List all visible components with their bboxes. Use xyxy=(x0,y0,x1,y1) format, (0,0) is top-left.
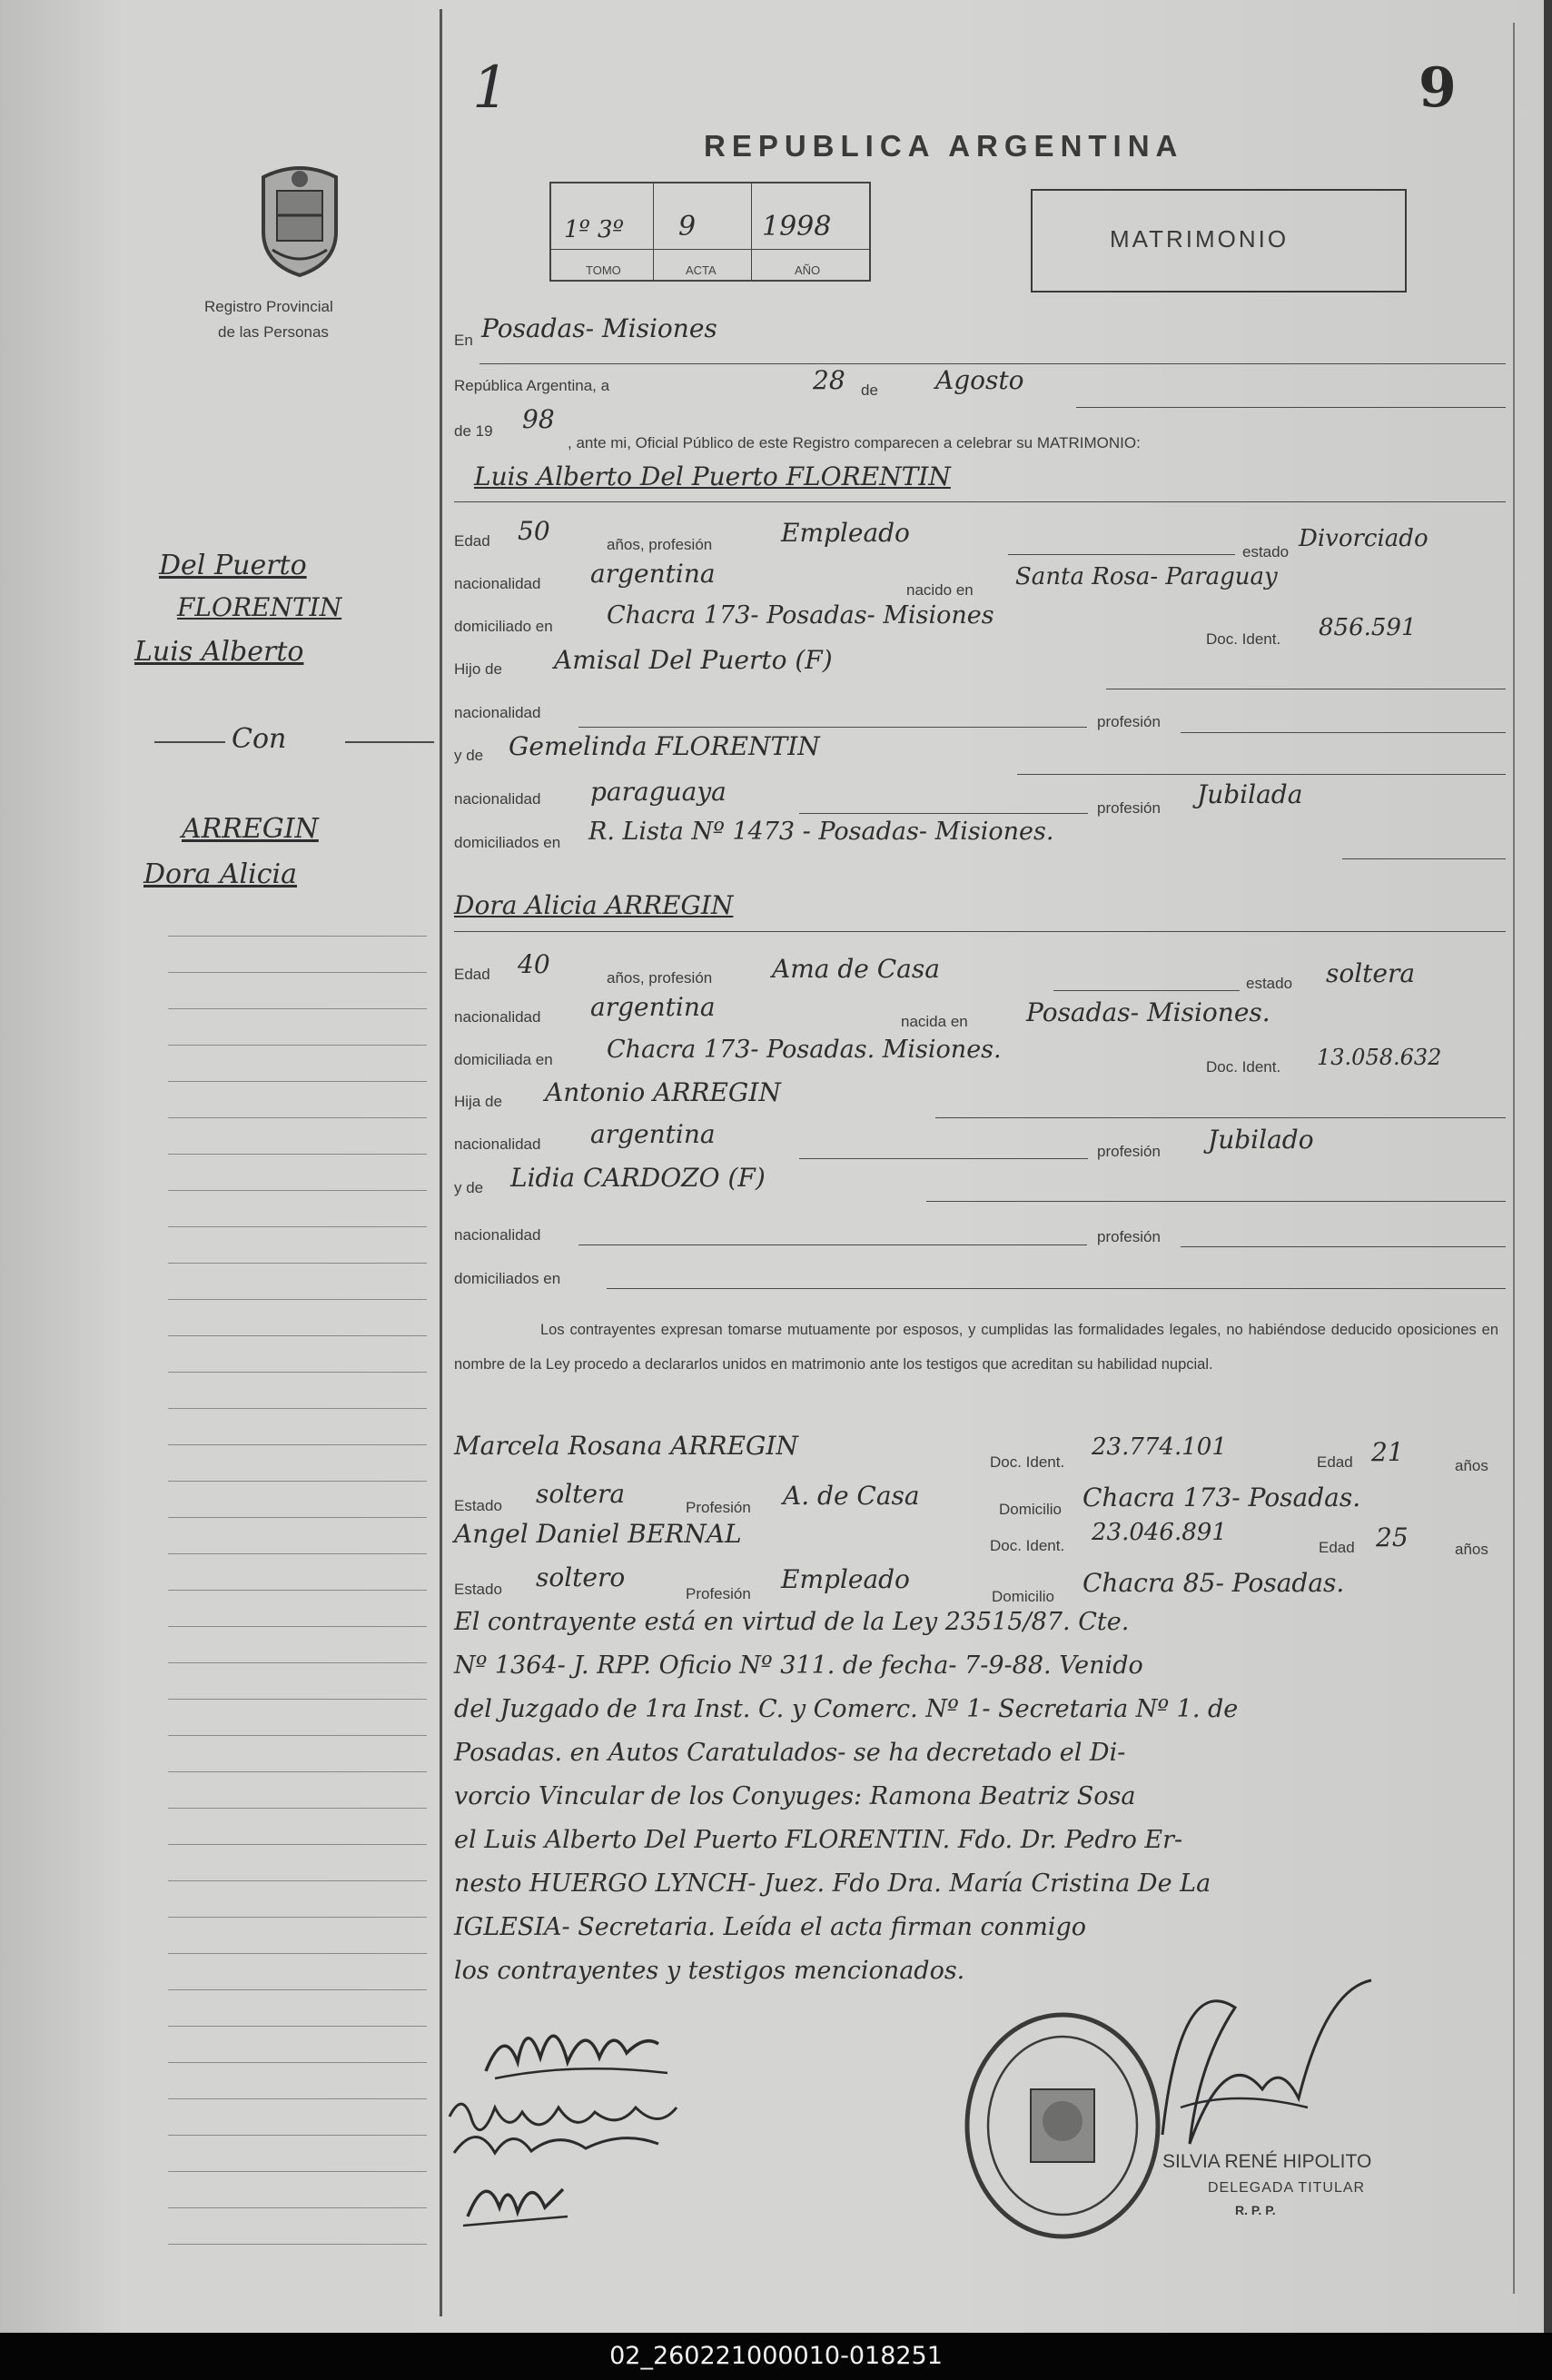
official-title: DELEGADA TITULAR xyxy=(1208,2180,1366,2196)
margin-note-line1: Del Puerto xyxy=(159,550,307,581)
anio-value: 1998 xyxy=(762,211,832,243)
witness2-age: 25 xyxy=(1376,1522,1409,1552)
year-suffix: 98 xyxy=(522,404,555,434)
bride-mother: Lidia CARDOZO (F) xyxy=(510,1163,766,1193)
witness1-doc: 23.774.101 xyxy=(1092,1433,1227,1461)
right-edge-rule xyxy=(1513,23,1515,2294)
bride-civil-status: soltera xyxy=(1326,958,1416,988)
groom-anos-profesion-label: años, profesión xyxy=(607,536,713,553)
groom-address: Chacra 173- Posadas- Misiones xyxy=(607,601,994,630)
date-rule xyxy=(1076,407,1506,408)
day-value: 28 xyxy=(813,365,845,395)
witness1-estado-label: Estado xyxy=(454,1497,502,1514)
margin-note-line5: Dora Alicia xyxy=(143,858,298,890)
bride-domiciliada-label: domiciliada en xyxy=(454,1051,553,1068)
note-line: El contrayente está en virtud de la Ley 23515/87. Cte. xyxy=(454,1608,1130,1636)
margin-note-connector: Con xyxy=(232,723,287,755)
note-line: del Juzgado de 1ra Inst. C. y Comerc. Nº 1- Secretaria Nº 1. de xyxy=(454,1695,1239,1723)
tomo-acta-anio-box xyxy=(549,182,871,282)
bride-parents-rule xyxy=(607,1288,1506,1289)
note-line: vorcio Vincular de los Conyuges: Ramona Beatriz Sosa xyxy=(454,1782,1136,1810)
witness2-profession: Empleado xyxy=(781,1564,910,1594)
groom-birthplace: Santa Rosa- Paraguay xyxy=(1015,563,1278,590)
bride-hija-label: Hija de xyxy=(454,1093,502,1110)
groom-father: Amisal Del Puerto (F) xyxy=(554,645,833,675)
bride-nacionalidad-label: nacionalidad xyxy=(454,1008,541,1026)
signature-witness1 xyxy=(477,2008,695,2089)
witness2-address: Chacra 85- Posadas. xyxy=(1082,1568,1345,1598)
acta-label: ACTA xyxy=(686,263,717,277)
witness1-profession: A. de Casa xyxy=(783,1481,920,1511)
bride-nacida-label: nacida en xyxy=(901,1013,968,1030)
bride-mother-nat-label: nacionalidad xyxy=(454,1226,541,1244)
witness2-dom-label: Domicilio xyxy=(992,1588,1054,1605)
note-line: Nº 1364- J. RPP. Oficio Nº 311. de fecha- 7-9-88. Venido xyxy=(454,1651,1143,1680)
bride-prof-rule xyxy=(1053,990,1240,991)
groom-doc-label: Doc. Ident. xyxy=(1206,630,1281,648)
bride-profession: Ama de Casa xyxy=(772,954,940,984)
bride-father-prof-label: profesión xyxy=(1097,1143,1161,1160)
bride-age: 40 xyxy=(518,949,550,979)
bride-birthplace: Posadas- Misiones. xyxy=(1026,997,1270,1027)
connector-dash-left xyxy=(154,741,225,743)
witness1-doc-label: Doc. Ident. xyxy=(990,1453,1065,1471)
page-number: 9 xyxy=(1419,56,1457,120)
connector-dash-right xyxy=(345,741,434,743)
bride-yde-label: y de xyxy=(454,1179,484,1196)
groom-domiciliado-label: domiciliado en xyxy=(454,618,553,635)
groom-father-nat-label: nacionalidad xyxy=(454,704,541,721)
signature-witness3 xyxy=(459,2162,577,2235)
acta-value: 9 xyxy=(678,211,697,243)
registry-name-line2: de las Personas xyxy=(218,323,329,341)
groom-age: 50 xyxy=(518,516,550,546)
coat-of-arms-icon xyxy=(245,159,354,277)
act-type-label: MATRIMONIO xyxy=(1110,225,1290,253)
groom-father-prof-rule xyxy=(1181,732,1506,733)
bride-father-nat-label: nacionalidad xyxy=(454,1135,541,1153)
groom-mother: Gemelinda FLORENTIN xyxy=(509,731,820,761)
bride-mother-rule xyxy=(926,1201,1506,1202)
bride-father-nat-rule xyxy=(799,1158,1088,1159)
margin-note-line2: FLORENTIN xyxy=(177,592,342,622)
signature-witness2 xyxy=(440,2080,731,2162)
note-line: los contrayentes y testigos mencionados. xyxy=(454,1957,965,1985)
bride-father-nationality: argentina xyxy=(590,1119,716,1149)
month-value: Agosto xyxy=(935,365,1024,395)
margin-rule xyxy=(440,9,442,2316)
place-value: Posadas- Misiones xyxy=(481,313,717,343)
tomo-label: TOMO xyxy=(586,263,621,277)
groom-parents-dom-label: domiciliados en xyxy=(454,834,561,851)
groom-mother-rule xyxy=(1017,774,1506,775)
bride-name-rule xyxy=(454,931,1506,932)
tomo-value: 1º 3º xyxy=(564,216,624,243)
groom-profession: Empleado xyxy=(781,518,910,548)
groom-yde-label: y de xyxy=(454,747,484,764)
groom-parents-address: R. Lista Nº 1473 - Posadas- Misiones. xyxy=(588,818,1054,846)
witness2-civil-status: soltero xyxy=(536,1562,626,1592)
groom-civil-status: Divorciado xyxy=(1299,525,1428,552)
anio-label: AÑO xyxy=(795,263,821,277)
bride-father-rule xyxy=(935,1117,1506,1118)
witness2-doc: 23.046.891 xyxy=(1092,1519,1227,1546)
registry-name-line1: Registro Provincial xyxy=(204,298,333,315)
bride-mother-prof-rule xyxy=(1181,1246,1506,1247)
bride-doc: 13.058.632 xyxy=(1317,1045,1442,1070)
witness1-anos-label: años xyxy=(1455,1457,1488,1474)
republica-label: República Argentina, a xyxy=(454,377,610,394)
intro-text: , ante mi, Oficial Público de este Registro comparecen a celebrar su MATRIMONIO: xyxy=(568,434,1141,451)
note-line: el Luis Alberto Del Puerto FLORENTIN. Fdo. Dr. Pedro Er- xyxy=(454,1826,1183,1854)
bride-edad-label: Edad xyxy=(454,966,490,983)
witness1-age: 21 xyxy=(1371,1437,1404,1467)
image-id-bar: 02_260221000010-018251 xyxy=(0,2333,1552,2380)
bride-anos-profesion-label: años, profesión xyxy=(607,969,713,987)
bride-father-profession: Jubilado xyxy=(1208,1125,1314,1155)
witness2-doc-label: Doc. Ident. xyxy=(990,1537,1065,1554)
corner-mark: 1 xyxy=(472,55,509,122)
margin-note-line3: Luis Alberto xyxy=(134,636,304,668)
legal-text: Los contrayentes expresan tomarse mutuamente por esposos, y cumplidas las formalidades legales, no habiéndose deducido oposiciones en nombre de la Ley procedo a declararlos unidos en matrimonio ante los testigos que acreditan su habilidad nupcial. xyxy=(454,1322,1498,1373)
bride-address: Chacra 173- Posadas. Misiones. xyxy=(607,1036,1002,1064)
witness2-prof-label: Profesión xyxy=(686,1585,751,1602)
bride-mother-prof-label: profesión xyxy=(1097,1228,1161,1245)
bride-doc-label: Doc. Ident. xyxy=(1206,1058,1281,1076)
groom-mother-nationality: paraguaya xyxy=(590,777,727,807)
witness1-address: Chacra 173- Posadas. xyxy=(1082,1483,1361,1512)
witness2-edad-label: Edad xyxy=(1319,1539,1355,1556)
official-name: SILVIA RENÉ HIPOLITO xyxy=(1162,2151,1372,2172)
witness2-name: Angel Daniel BERNAL xyxy=(454,1519,742,1549)
bride-name: Dora Alicia ARREGIN xyxy=(454,890,734,920)
bride-nationality: argentina xyxy=(590,992,716,1022)
groom-father-prof-label: profesión xyxy=(1097,713,1161,730)
de-19-label: de 19 xyxy=(454,422,493,440)
groom-hijo-label: Hijo de xyxy=(454,660,502,678)
note-line: nesto HUERGO LYNCH- Juez. Fdo Dra. María Cristina De La xyxy=(454,1869,1211,1898)
de-label: de xyxy=(861,382,878,399)
groom-father-nat-rule xyxy=(578,727,1087,728)
official-initials: R. P. P. xyxy=(1235,2203,1276,2217)
groom-doc: 856.591 xyxy=(1319,614,1417,641)
groom-parents-rule xyxy=(1342,858,1506,859)
groom-nationality: argentina xyxy=(590,559,716,589)
bride-estado-label: estado xyxy=(1246,975,1293,992)
groom-mother-prof-label: profesión xyxy=(1097,799,1161,817)
groom-edad-label: Edad xyxy=(454,532,490,550)
witness1-civil-status: soltera xyxy=(536,1479,626,1509)
groom-mother-nat-rule xyxy=(799,813,1088,814)
en-label: En xyxy=(454,332,473,349)
witness1-name: Marcela Rosana ARREGIN xyxy=(454,1431,798,1461)
witness2-estado-label: Estado xyxy=(454,1581,502,1598)
country-title: REPUBLICA ARGENTINA xyxy=(704,129,1184,163)
note-line: IGLESIA- Secretaria. Leída el acta firman conmigo xyxy=(454,1913,1087,1941)
note-line: Posadas. en Autos Caratulados- se ha decretado el Di- xyxy=(454,1739,1126,1767)
place-rule xyxy=(479,363,1506,364)
groom-name-rule xyxy=(454,501,1506,502)
witness1-edad-label: Edad xyxy=(1317,1453,1353,1471)
margin-note-line4: ARREGIN xyxy=(182,813,319,845)
groom-estado-label: estado xyxy=(1242,543,1290,560)
signature-official xyxy=(1126,1953,1399,2171)
witness1-prof-label: Profesión xyxy=(686,1499,751,1516)
groom-mother-nat-label: nacionalidad xyxy=(454,790,541,808)
groom-nacionalidad-label: nacionalidad xyxy=(454,575,541,592)
groom-nacido-label: nacido en xyxy=(906,581,974,599)
groom-mother-profession: Jubilada xyxy=(1197,779,1303,809)
witness1-dom-label: Domicilio xyxy=(999,1501,1062,1518)
groom-name: Luis Alberto Del Puerto FLORENTIN xyxy=(474,461,951,491)
act-type-box xyxy=(1031,189,1407,293)
witness2-anos-label: años xyxy=(1455,1541,1488,1558)
bride-father: Antonio ARREGIN xyxy=(545,1077,781,1107)
groom-prof-rule xyxy=(1008,554,1235,555)
bride-parents-dom-label: domiciliados en xyxy=(454,1270,561,1287)
